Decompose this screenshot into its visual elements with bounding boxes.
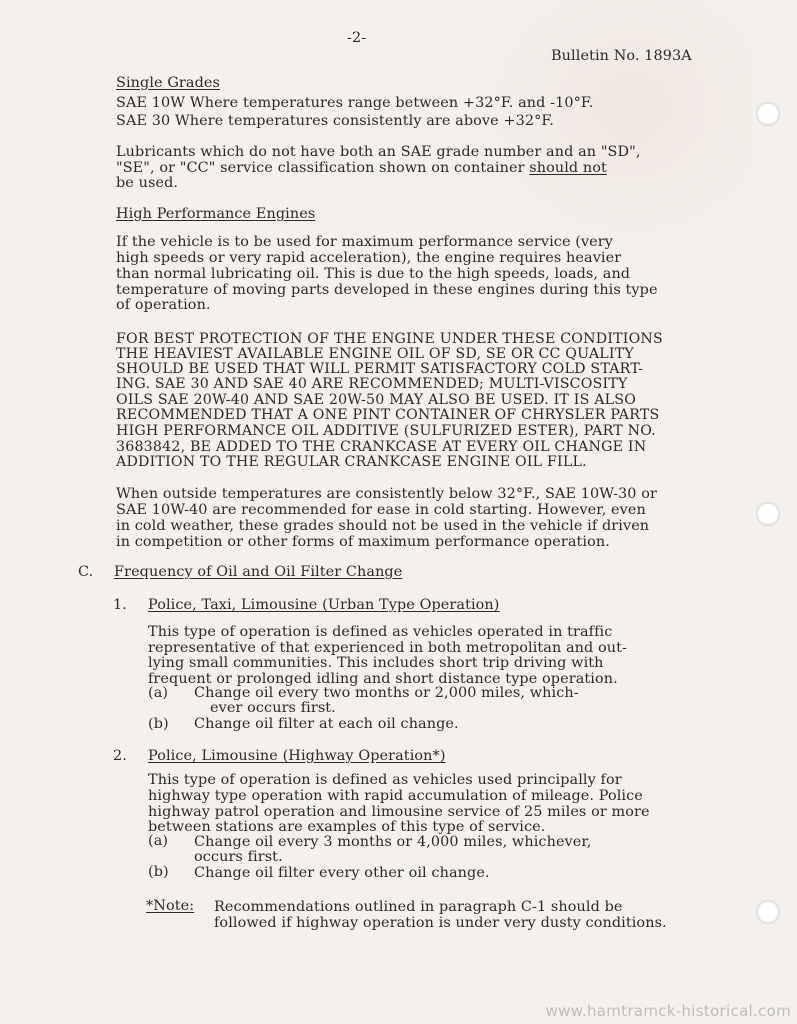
- hp-para2-line-3: in cold weather, these grades should not be used in the vehicle if driven: [116, 518, 650, 534]
- item-1-line-3: lying small communities. This includes short trip driving with: [148, 655, 604, 671]
- hp-para1-line-4: temperature of moving parts developed in these engines during this type: [116, 282, 658, 298]
- item-2-a-text-1: Change oil every 3 months or 4,000 miles, whichever,: [194, 834, 592, 850]
- item-1-heading: Police, Taxi, Limousine (Urban Type Operation): [148, 597, 500, 613]
- hp-para2-line-2: SAE 10W-40 are recommended for ease in cold starting. However, even: [116, 502, 646, 518]
- note-line-1: Recommendations outlined in paragraph C-1 should be: [214, 899, 623, 915]
- grade-line-30: SAE 30 Where temperatures consistently are above +32°F.: [116, 113, 554, 129]
- item-1-b-text: Change oil filter at each oil change.: [194, 716, 459, 732]
- caps-line-9: ADDITION TO THE REGULAR CRANKCASE ENGINE OIL FILL.: [116, 454, 587, 470]
- caps-line-1: FOR BEST PROTECTION OF THE ENGINE UNDER THESE CONDITIONS: [116, 331, 663, 347]
- item-2-a-text-2: occurs first.: [194, 849, 283, 865]
- heading-high-performance: High Performance Engines: [116, 206, 316, 222]
- note-label: *Note:: [146, 898, 195, 914]
- hp-para2-line-1: When outside temperatures are consistently below 32°F., SAE 10W-30 or: [116, 486, 657, 502]
- item-1-line-4: frequent or prolonged idling and short distance type operation.: [148, 671, 618, 687]
- punch-hole-bottom: [756, 900, 780, 924]
- item-2-heading: Police, Limousine (Highway Operation*): [148, 748, 446, 764]
- caps-line-8: 3683842, BE ADDED TO THE CRANKCASE AT EVERY OIL CHANGE IN: [116, 439, 647, 455]
- item-2-line-1: This type of operation is defined as vehicles used principally for: [148, 772, 622, 788]
- caps-line-5: OILS SAE 20W-40 AND SAE 20W-50 MAY ALSO BE USED. IT IS ALSO: [116, 392, 637, 408]
- site-watermark: www.hamtramck-historical.com: [545, 1002, 791, 1020]
- section-c-letter: C.: [78, 564, 94, 580]
- caps-line-7: HIGH PERFORMANCE OIL ADDITIVE (SULFURIZED ESTER), PART NO.: [116, 423, 656, 439]
- section-c-heading: Frequency of Oil and Oil Filter Change: [114, 564, 403, 580]
- lubricants-line-1: Lubricants which do not have both an SAE grade number and an "SD",: [116, 144, 641, 160]
- item-1-number: 1.: [113, 597, 127, 613]
- note-line-2: followed if highway operation is under very dusty conditions.: [214, 915, 667, 931]
- heading-single-grades: Single Grades: [116, 75, 221, 91]
- item-2-b-label: (b): [148, 864, 169, 880]
- item-2-line-4: between stations are examples of this type of service.: [148, 819, 546, 835]
- item-1-line-1: This type of operation is defined as vehicles operated in traffic: [148, 624, 613, 640]
- hp-para1-line-1: If the vehicle is to be used for maximum performance service (very: [116, 234, 614, 250]
- bulletin-number: Bulletin No. 1893A: [551, 48, 692, 64]
- caps-line-3: SHOULD BE USED THAT WILL PERMIT SATISFACTORY COLD START-: [116, 361, 644, 377]
- item-1-a-text-2: ever occurs first.: [210, 700, 336, 716]
- item-2-b-text: Change oil filter every other oil change.: [194, 865, 490, 881]
- hp-para1-line-5: of operation.: [116, 297, 211, 313]
- item-1-a-text-1: Change oil every two months or 2,000 miles, which-: [194, 685, 579, 701]
- item-2-line-2: highway type operation with rapid accumulation of mileage. Police: [148, 788, 643, 804]
- item-2-a-label: (a): [148, 833, 169, 849]
- hp-para1-line-2: high speeds or very rapid acceleration), the engine requires heavier: [116, 250, 622, 266]
- caps-line-6: RECOMMENDED THAT A ONE PINT CONTAINER OF CHRYSLER PARTS: [116, 407, 660, 423]
- page-number: -2-: [347, 30, 367, 46]
- hp-para1-line-3: than normal lubricating oil. This is due to the high speeds, loads, and: [116, 266, 631, 282]
- item-2-number: 2.: [113, 748, 127, 764]
- bleed-through-stain: [452, 0, 752, 270]
- item-1-b-label: (b): [148, 716, 169, 732]
- item-2-line-3: highway patrol operation and limousine service of 25 miles or more: [148, 804, 650, 820]
- item-1-line-2: representative of that experienced in both metropolitan and out-: [148, 640, 628, 656]
- item-1-a-label: (a): [148, 685, 169, 701]
- lubricants-line-2: "SE", or "CC" service classification shown on container should not: [116, 160, 607, 176]
- punch-hole-middle: [756, 502, 780, 526]
- hp-para2-line-4: in competition or other forms of maximum performance operation.: [116, 534, 610, 550]
- lubricants-line-3: be used.: [116, 175, 179, 191]
- punch-hole-top: [756, 102, 780, 126]
- grade-line-10w: SAE 10W Where temperatures range between +32°F. and -10°F.: [116, 95, 594, 111]
- caps-line-2: THE HEAVIEST AVAILABLE ENGINE OIL OF SD, SE OR CC QUALITY: [116, 346, 634, 362]
- caps-line-4: ING. SAE 30 AND SAE 40 ARE RECOMMENDED; MULTI-VISCOSITY: [116, 376, 628, 392]
